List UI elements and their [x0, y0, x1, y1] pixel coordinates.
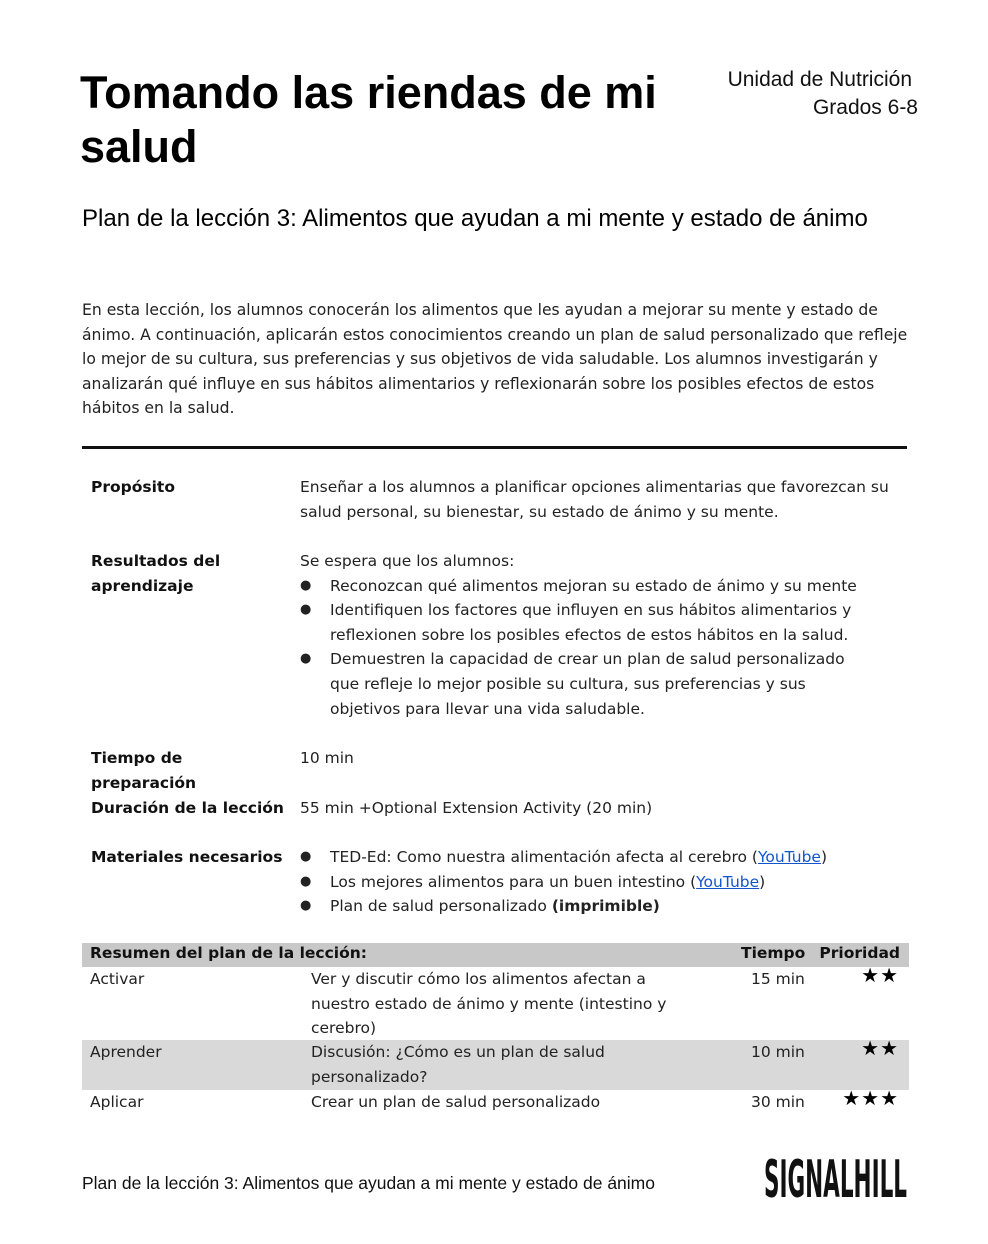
- materials-label: Materiales necesarios: [91, 848, 283, 866]
- table-row: [82, 963, 909, 1040]
- priority-stars: ★★: [861, 1036, 899, 1060]
- outcomes-block: [300, 549, 890, 721]
- list-item: ● TED-Ed: Como nuestra alimentación afecta al cerebro (YouTube): [300, 845, 900, 870]
- time-cell: 15 min: [751, 970, 805, 988]
- phase-cell: Aplicar: [90, 1093, 144, 1111]
- youtube-link[interactable]: YouTube: [757, 848, 821, 866]
- priority-stars: ★★★: [842, 1086, 899, 1110]
- time-cell: 30 min: [751, 1093, 805, 1111]
- purpose-text: Enseñar a los alumnos a planificar opciones alimentarias que favorezcan su salud personal, su bienestar, su estado de ánimo y su mente.: [300, 478, 889, 521]
- priority-header: Prioridad: [819, 944, 900, 962]
- materials-block: [300, 845, 900, 919]
- time-header: Tiempo: [741, 944, 806, 962]
- activity-cell: Discusión: ¿Cómo es un plan de salud personalizado?: [311, 1043, 605, 1086]
- time-cell: 10 min: [751, 1043, 805, 1061]
- phase-cell: Aprender: [90, 1043, 162, 1061]
- table-row: [82, 1086, 909, 1120]
- priority-stars: ★★: [861, 963, 899, 987]
- activity-cell: Crear un plan de salud personalizado: [311, 1093, 601, 1111]
- signalhill-logo-image: [764, 1150, 909, 1202]
- footer-text: Plan de la lección 3: Alimentos que ayudan a mi mente y estado de ánimo: [82, 1173, 655, 1193]
- lesson-summary-table: [82, 943, 909, 1120]
- materials-list: [300, 845, 900, 919]
- duration-value: 55 min +Optional Extension Activity (20 min): [300, 799, 653, 817]
- table-row: [82, 1036, 909, 1090]
- prep-time-label: Tiempo de preparación: [91, 749, 197, 792]
- outcomes-intro: Se espera que los alumnos:: [300, 552, 515, 570]
- phase-cell: Activar: [90, 970, 145, 988]
- logo-wordmark: SIGNALHILL: [764, 1150, 907, 1202]
- unit-info: [728, 66, 918, 122]
- youtube-link[interactable]: YouTube: [696, 872, 760, 891]
- table-header: [82, 943, 909, 967]
- list-item: ● Los mejores alimentos para un buen intestino (YouTube): [300, 870, 900, 895]
- list-item: ● Demuestren la capacidad de crear un plan de salud personalizado que refleje lo mejor posible su cultura, sus preferencias y sus objetivos para llevar una vida saludable.: [300, 647, 875, 721]
- purpose-label: Propósito: [91, 478, 175, 496]
- section-divider: [82, 446, 907, 449]
- list-item: ● Plan de salud personalizado (imprimible): [300, 894, 900, 919]
- signalhill-logo: [764, 1150, 909, 1202]
- lesson-title: Plan de la lección 3: Alimentos que ayudan a mi mente y estado de ánimo: [82, 205, 868, 232]
- list-item: ● Reconozcan qué alimentos mejoran su estado de ánimo y su mente: [300, 574, 890, 599]
- grade-level: Grados 6-8: [812, 96, 918, 119]
- outcomes-list: [300, 574, 890, 722]
- list-item: ● Identifiquen los factores que influyen en sus hábitos alimentarios y reflexionen sobre los posibles efectos de estos hábitos en la salud.: [300, 598, 890, 647]
- outcomes-label: Resultados del aprendizaje: [91, 552, 221, 595]
- summary-header-label: Resumen del plan de la lección:: [90, 944, 367, 962]
- prep-time-value: 10 min: [300, 749, 354, 767]
- duration-label: Duración de la lección: [91, 799, 284, 817]
- unit-name: Unidad de Nutrición: [727, 68, 912, 91]
- activity-cell: Ver y discutir cómo los alimentos afectan a nuestro estado de ánimo y mente (intestino y cerebro): [311, 970, 667, 1038]
- lesson-intro: En esta lección, los alumnos conocerán los alimentos que les ayudan a mejorar su mente y estado de ánimo. A continuación, aplicarán estos conocimientos creando un plan de salud personalizado que refleje lo mejor de su cultura, sus preferencias y sus objetivos de vida saludable. Los alumnos investigarán y analizarán qué influye en sus hábitos alimentarios y reflexionarán sobre los posibles efectos de estos hábitos en la salud.: [82, 301, 908, 418]
- page-title: Tomando las riendas de mi salud: [80, 67, 657, 172]
